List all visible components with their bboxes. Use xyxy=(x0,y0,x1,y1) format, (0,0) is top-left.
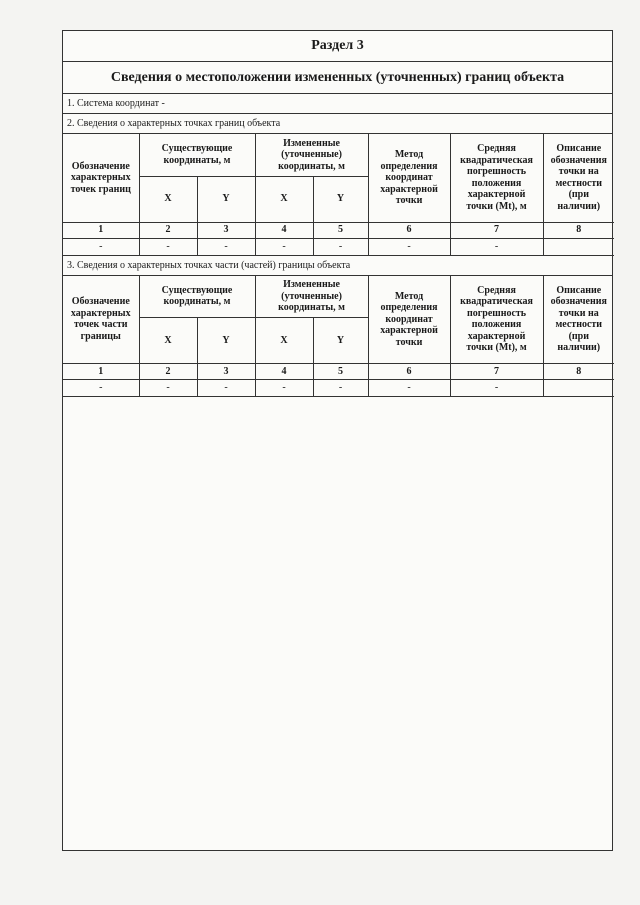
t1-header-description: Описание обозначения точки на местности (при наличии) xyxy=(543,134,614,222)
t1-cell: - xyxy=(197,238,255,255)
section-subtitle: Сведения о местоположении измененных (уточненных) границ объекта xyxy=(63,62,612,94)
t2-cell: - xyxy=(63,380,139,397)
t1-header-x2: X xyxy=(255,176,313,222)
t2-header-x2: X xyxy=(255,318,313,364)
t1-cell: - xyxy=(313,238,368,255)
table2 xyxy=(63,276,614,398)
t1-header-changed: Измененные (уточненные) координаты, м xyxy=(255,134,368,176)
t2-col-number: 5 xyxy=(313,364,368,380)
t2-cell: - xyxy=(139,380,197,397)
t1-col-number: 7 xyxy=(450,222,543,238)
t2-cell xyxy=(543,380,614,397)
table1-caption: 2. Сведения о характерных точках границ объекта xyxy=(63,114,612,134)
t2-header-changed: Измененные (уточненные) координаты, м xyxy=(255,276,368,318)
t2-header-method: Метод определения координат характерной точки xyxy=(368,276,450,364)
t1-col-number: 4 xyxy=(255,222,313,238)
t2-col-number: 2 xyxy=(139,364,197,380)
t2-cell: - xyxy=(313,380,368,397)
t2-header-existing: Существующие координаты, м xyxy=(139,276,255,318)
table-row xyxy=(63,380,614,397)
t1-header-existing: Существующие координаты, м xyxy=(139,134,255,176)
t1-col-number: 3 xyxy=(197,222,255,238)
t1-header-y1: Y xyxy=(197,176,255,222)
t2-col-number: 7 xyxy=(450,364,543,380)
t1-cell: - xyxy=(255,238,313,255)
t1-col-number: 2 xyxy=(139,222,197,238)
t2-col-number: 8 xyxy=(543,364,614,380)
t1-header-accuracy: Средняя квадратическая погрешность положения характерной точки (Mt), м xyxy=(450,134,543,222)
t1-cell: - xyxy=(63,238,139,255)
table1 xyxy=(63,134,614,256)
t2-header-x1: X xyxy=(139,318,197,364)
t1-cell xyxy=(543,238,614,255)
t1-col-number: 6 xyxy=(368,222,450,238)
t2-header-y1: Y xyxy=(197,318,255,364)
t2-cell: - xyxy=(368,380,450,397)
document-sheet xyxy=(62,30,613,851)
table-row xyxy=(63,238,614,255)
t1-col-number: 1 xyxy=(63,222,139,238)
t2-header-designation: Обозначение характерных точек части границы xyxy=(63,276,139,364)
t1-cell: - xyxy=(450,238,543,255)
t2-col-number: 4 xyxy=(255,364,313,380)
section-title: Раздел 3 xyxy=(63,31,612,62)
t1-col-number: 8 xyxy=(543,222,614,238)
t2-col-number: 3 xyxy=(197,364,255,380)
t2-header-accuracy: Средняя квадратическая погрешность положения характерной точки (Mt), м xyxy=(450,276,543,364)
table2-caption: 3. Сведения о характерных точках части (частей) границы объекта xyxy=(63,256,612,276)
t1-header-method: Метод определения координат характерной точки xyxy=(368,134,450,222)
t1-col-number: 5 xyxy=(313,222,368,238)
t1-header-designation: Обозначение характерных точек границ xyxy=(63,134,139,222)
t2-cell: - xyxy=(450,380,543,397)
t2-header-y2: Y xyxy=(313,318,368,364)
t2-header-description: Описание обозначения точки на местности (при наличии) xyxy=(543,276,614,364)
t1-cell: - xyxy=(368,238,450,255)
t1-header-x1: X xyxy=(139,176,197,222)
t2-col-number: 6 xyxy=(368,364,450,380)
t1-header-y2: Y xyxy=(313,176,368,222)
t1-cell: - xyxy=(139,238,197,255)
t2-cell: - xyxy=(197,380,255,397)
t2-cell: - xyxy=(255,380,313,397)
coord-system-line: 1. Система координат - xyxy=(63,94,612,114)
t2-col-number: 1 xyxy=(63,364,139,380)
